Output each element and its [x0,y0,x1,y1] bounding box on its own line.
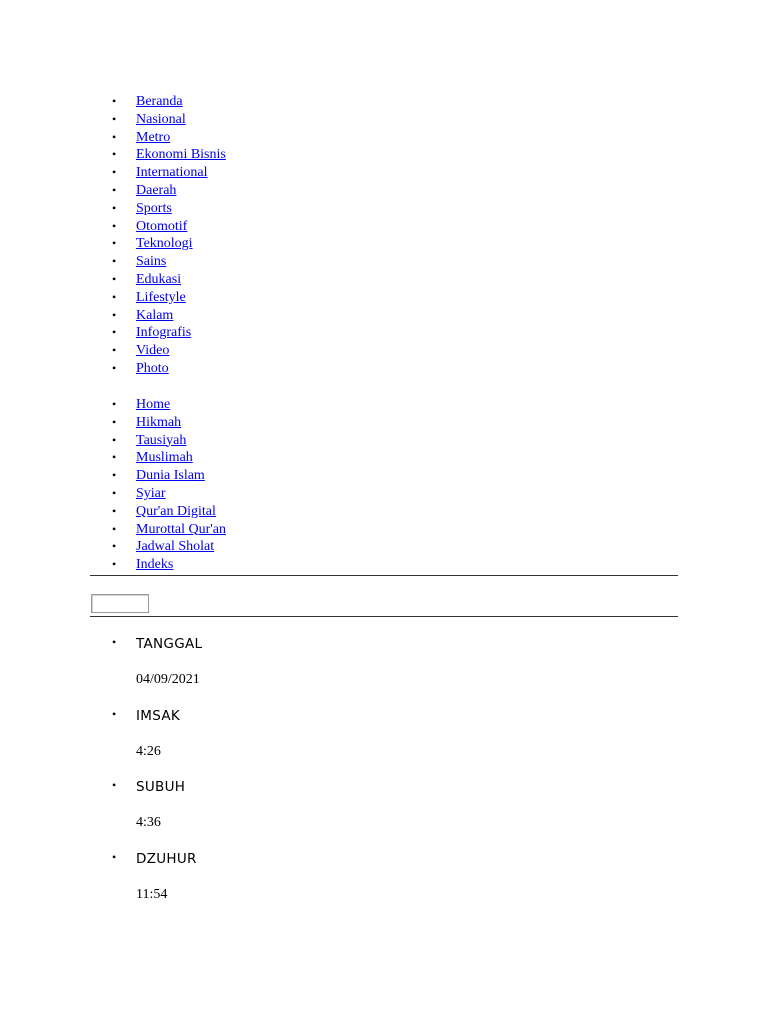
channel-nav-item [0,414,768,432]
bullet-icon: • [112,289,117,304]
channel-nav-item [0,538,768,556]
main-nav-item [0,129,768,147]
main-nav-item [0,164,768,182]
prayer-value: 11:54 [136,887,168,903]
nav-link-teknologi[interactable]: Teknologi [136,236,193,252]
prayer-value: 4:36 [136,815,161,831]
nav-link-nasional[interactable]: Nasional [136,111,186,127]
nav-link-quran-digital[interactable]: Qur'an Digital [136,503,216,519]
main-nav-item [0,289,768,307]
bullet-icon: • [112,200,117,215]
bullet-icon: • [112,111,117,126]
bullet-icon: • [112,850,117,865]
channel-nav-list [0,396,768,574]
channel-nav-item [0,485,768,503]
nav-link-kalam[interactable]: Kalam [136,307,174,323]
nav-link-muslimah[interactable]: Muslimah [136,450,193,466]
prayer-value: 04/09/2021 [136,672,200,687]
nav-link-syiar[interactable]: Syiar [136,485,166,501]
nav-link-beranda[interactable]: Beranda [136,94,183,109]
nav-link-indeks[interactable]: Indeks [136,557,174,573]
bullet-icon: • [112,254,117,269]
channel-nav-item [0,449,768,467]
prayer-value: 4:26 [136,743,161,759]
channel-nav-item [0,432,768,450]
nav-link-photo[interactable]: Photo [136,360,169,376]
main-nav-item [0,146,768,164]
channel-nav-item [0,503,768,521]
nav-link-metro[interactable]: Metro [136,129,171,145]
bullet-icon: • [112,236,117,251]
bullet-icon: • [112,165,117,180]
channel-nav-item [0,521,768,539]
main-nav-item [0,253,768,271]
bullet-icon: • [112,397,117,411]
bullet-icon: • [112,557,117,572]
nav-link-otomotif[interactable]: Otomotif [136,218,188,234]
prayer-item-dzuhur [0,847,768,919]
bullet-icon: • [112,706,117,721]
prayer-label: IMSAK [136,707,181,724]
nav-link-sains[interactable]: Sains [136,254,167,270]
bullet-icon: • [112,182,117,197]
bullet-icon: • [112,271,117,286]
nav-link-jadwal-sholat[interactable]: Jadwal Sholat [136,539,215,555]
main-nav-item [0,218,768,236]
nav-link-murottal-quran[interactable]: Murottal Qur'an [136,521,227,537]
bullet-icon: • [112,521,117,536]
bullet-icon: • [112,485,117,500]
nav-link-hikmah[interactable]: Hikmah [136,414,182,430]
main-nav-item [0,324,768,342]
main-nav-item [0,342,768,360]
search-input[interactable] [91,594,149,613]
nav-link-sports[interactable]: Sports [136,200,172,216]
prayer-item-tanggal [0,632,768,704]
bullet-icon: • [112,432,117,447]
bullet-icon: • [112,307,117,322]
main-nav-item [0,235,768,253]
bullet-icon: • [112,414,117,429]
bullet-icon: • [112,468,117,483]
bullet-icon: • [112,325,117,340]
nav-link-edukasi[interactable]: Edukasi [136,271,182,287]
nav-link-infografis[interactable]: Infografis [136,325,192,341]
prayer-item-subuh [0,775,768,847]
prayer-label: SUBUH [136,779,186,796]
nav-link-daerah[interactable]: Daerah [136,182,177,198]
channel-nav-item [0,556,768,574]
bullet-icon: • [112,94,117,108]
nav-link-video[interactable]: Video [136,343,170,359]
bullet-icon: • [112,129,117,144]
main-nav-item [0,271,768,289]
bullet-icon: • [112,635,117,649]
main-nav-item [0,200,768,218]
channel-nav-item [0,396,768,414]
bullet-icon: • [112,218,117,233]
divider-bottom [90,616,678,617]
bullet-icon: • [112,147,117,162]
bullet-icon: • [112,503,117,518]
nav-link-home[interactable]: Home [136,397,171,412]
bullet-icon: • [112,450,117,465]
bullet-icon: • [112,343,117,358]
prayer-label: TANGGAL [136,636,203,652]
bullet-icon: • [112,539,117,554]
channel-nav-item [0,467,768,485]
main-nav-item [0,307,768,325]
bullet-icon: • [112,778,117,793]
prayer-schedule-list [0,632,768,919]
bullet-icon: • [112,360,117,375]
main-nav-item [0,93,768,111]
divider-top [90,575,678,576]
main-nav-item [0,182,768,200]
prayer-item-imsak [0,704,768,776]
main-nav-item [0,111,768,129]
prayer-label: DZUHUR [136,851,197,868]
main-nav-list [0,93,768,378]
nav-link-lifestyle[interactable]: Lifestyle [136,289,186,305]
main-nav-item [0,360,768,378]
nav-link-dunia-islam[interactable]: Dunia Islam [136,468,205,484]
nav-link-ekonomi-bisnis[interactable]: Ekonomi Bisnis [136,147,226,163]
nav-link-international[interactable]: International [136,165,208,181]
nav-link-tausiyah[interactable]: Tausiyah [136,432,187,448]
